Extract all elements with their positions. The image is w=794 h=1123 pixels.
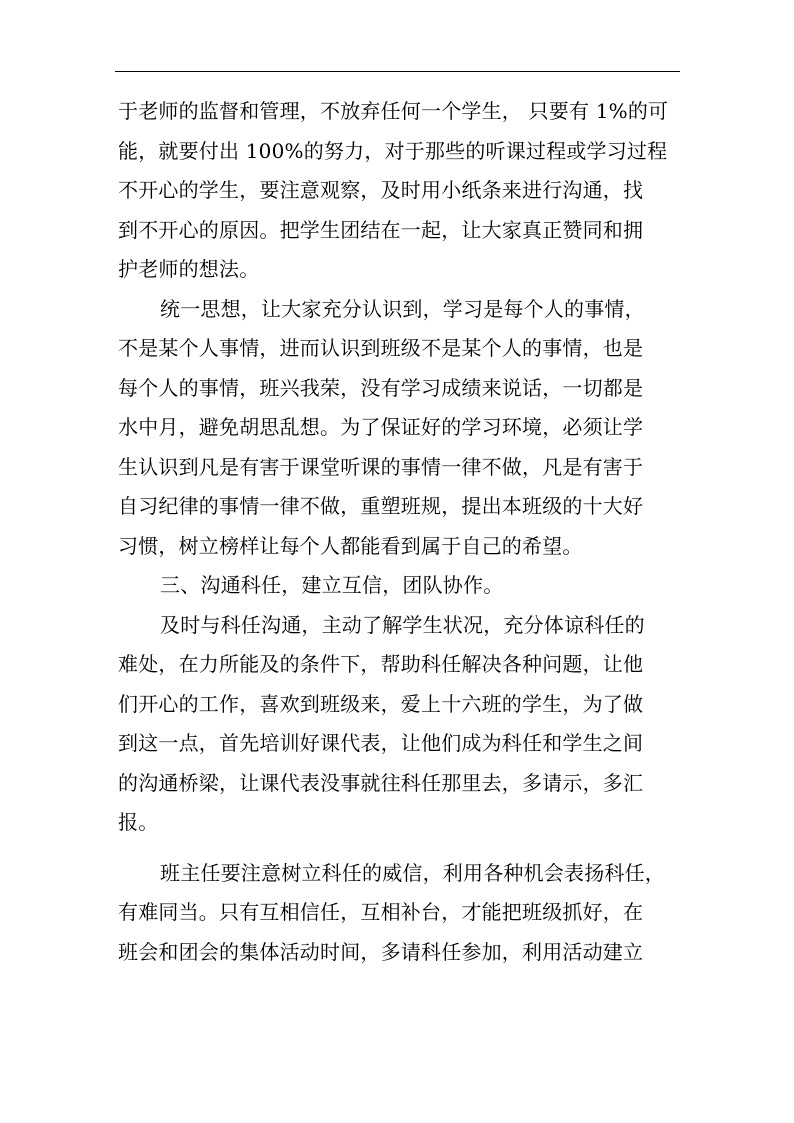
text-line: 班会和团会的集体活动时间，多请科任参加，利用活动建立 bbox=[118, 939, 644, 964]
text-line: 的沟通桥梁，让课代表没事就往科任那里去，多请示，多汇 bbox=[118, 770, 644, 795]
paragraph-first-line: 统一思想，让大家充分认识到，学习是每个人的事情， bbox=[160, 296, 645, 321]
paragraph-gap bbox=[118, 843, 684, 854]
section-heading: 三、沟通科任，建立互信，团队协作。 bbox=[160, 573, 504, 597]
text-line: 有难同当。只有互相信任，互相补台，才能把班级抓好，在 bbox=[118, 900, 644, 924]
text-line: 水中月，避免胡思乱想。为了保证好的学习环境，必须让学 bbox=[118, 415, 644, 439]
text-line: 报。 bbox=[118, 810, 159, 834]
header-divider bbox=[115, 71, 680, 72]
text-line: 护老师的想法。 bbox=[118, 257, 260, 281]
document-body bbox=[118, 92, 684, 972]
text-line: 每个人的事情，班兴我荣，没有学习成绩来说话，一切都是 bbox=[118, 375, 644, 400]
paragraph-first-line: 及时与科任沟通，主动了解学生状况，充分体谅科任的 bbox=[160, 612, 645, 637]
text-line: 能，就要付出 100%的努力，对于那些的听课过程或学习过程 bbox=[118, 138, 668, 163]
text-line: 自习纪律的事情一律不做，重塑班规，提出本班级的十大好 bbox=[118, 494, 644, 518]
text-line: 不开心的学生，要注意观察，及时用小纸条来进行沟通，找 bbox=[118, 178, 644, 202]
text-line: 到不开心的原因。把学生团结在一起，让大家真正赞同和拥 bbox=[118, 217, 644, 242]
text-line: 们开心的工作，喜欢到班级来，爱上十六班的学生，为了做 bbox=[118, 691, 644, 716]
text-line: 难处，在力所能及的条件下，帮助科任解决各种问题，让他 bbox=[118, 652, 644, 676]
text-line: 习惯，树立榜样让每个人都能看到属于自己的希望。 bbox=[118, 533, 583, 558]
text-line: 于老师的监督和管理，不放弃任何一个学生， 只要有 1%的可 bbox=[118, 99, 669, 123]
text-line: 到这一点，首先培训好课代表，让他们成为科任和学生之间 bbox=[118, 731, 644, 755]
text-line: 生认识到凡是有害于课堂听课的事情一律不做，凡是有害于 bbox=[118, 454, 644, 479]
text-line: 不是某个人事情，进而认识到班级不是某个人的事情，也是 bbox=[118, 336, 644, 360]
paragraph-first-line: 班主任要注意树立科任的威信，利用各种机会表扬科任， bbox=[160, 860, 665, 885]
